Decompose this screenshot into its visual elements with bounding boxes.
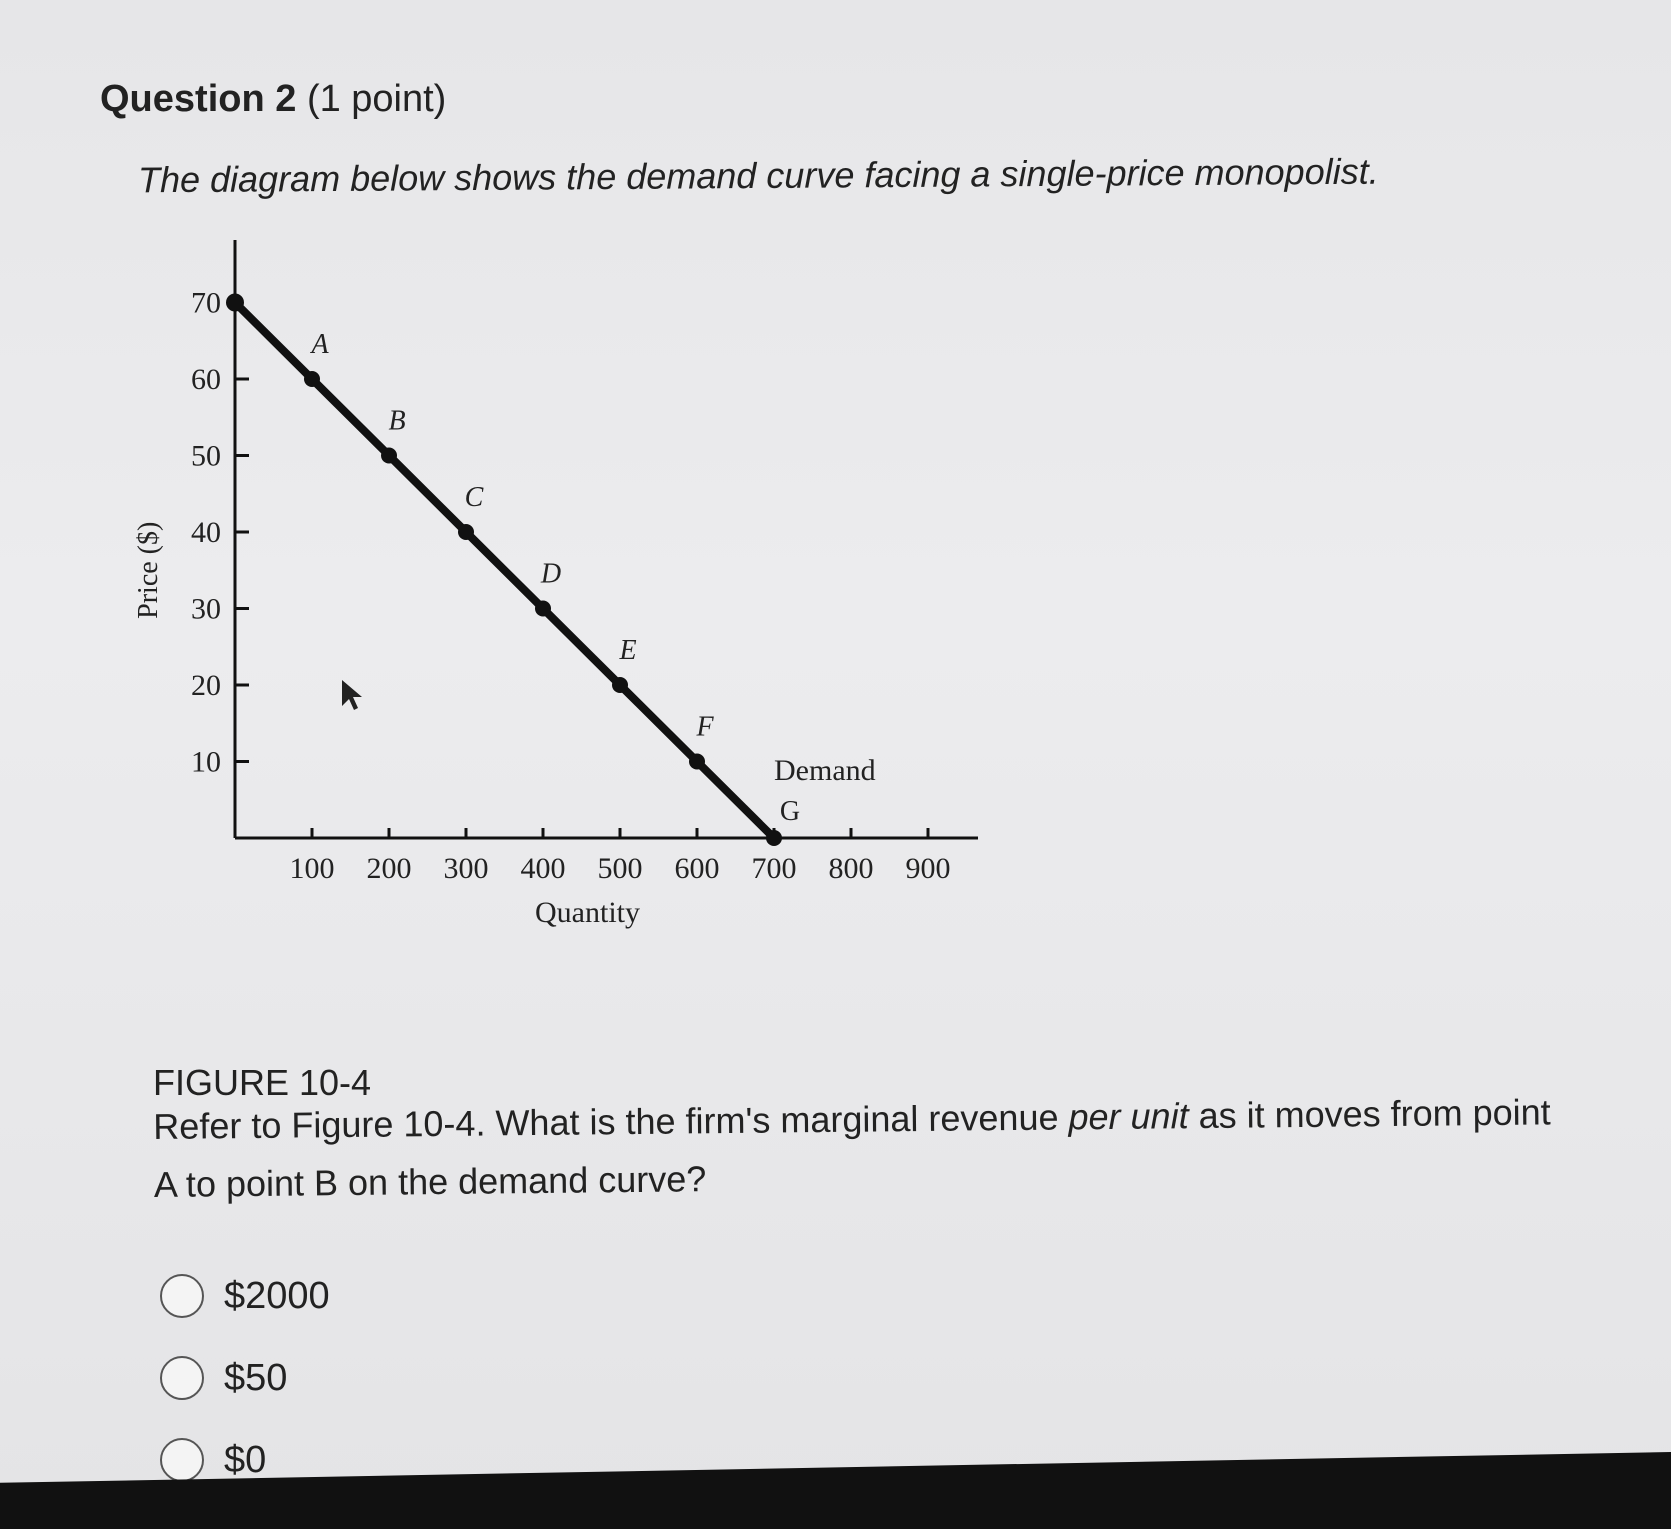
figure-label: FIGURE 10-4 — [153, 1062, 372, 1103]
y-tick-label: 20 — [191, 669, 221, 702]
x-axis-title: Quantity — [535, 896, 640, 929]
option-label: $2000 — [224, 1274, 330, 1317]
point-label: G — [779, 796, 801, 827]
data-point — [766, 830, 782, 846]
series-label-demand: Demand — [774, 754, 876, 787]
option-label: $50 — [224, 1356, 288, 1399]
question-number: Question 2 — [100, 78, 297, 120]
data-point — [381, 448, 397, 464]
x-tick-label: 300 — [443, 852, 489, 885]
question-title — [100, 78, 446, 121]
point-label: B — [388, 405, 406, 437]
x-tick-label: 500 — [597, 852, 643, 885]
y-tick-label: 50 — [191, 439, 221, 473]
question-text-end: as it moves from point A to point B on the demand curve? — [153, 1091, 1551, 1205]
option-50[interactable] — [160, 1354, 330, 1402]
point-label: C — [464, 482, 484, 513]
data-point — [226, 294, 244, 312]
point-label: F — [696, 711, 714, 743]
x-tick-label: 100 — [289, 852, 335, 885]
x-tick-label: 400 — [520, 852, 566, 885]
y-tick-label: 40 — [191, 516, 221, 549]
data-point — [535, 601, 551, 617]
data-point — [304, 371, 320, 387]
question-intro: The diagram below shows the demand curve facing a single-price monopolist. — [137, 150, 1379, 201]
question-text — [153, 1083, 1554, 1214]
data-point — [689, 754, 705, 770]
radio-button[interactable] — [160, 1274, 204, 1318]
radio-button[interactable] — [160, 1356, 204, 1400]
question-points: (1 point) — [306, 78, 447, 120]
data-point — [458, 524, 474, 540]
point-label: D — [540, 558, 562, 590]
question-text-emphasis: per unit — [1068, 1095, 1189, 1138]
point-label: A — [311, 329, 329, 360]
y-tick-label: 30 — [191, 592, 221, 626]
x-tick-label: 900 — [905, 852, 951, 885]
x-tick-label: 700 — [751, 852, 797, 885]
x-tick-label: 600 — [674, 852, 720, 885]
option-2000[interactable] — [160, 1272, 330, 1320]
y-tick-label: 60 — [191, 363, 221, 396]
y-tick-label: 10 — [191, 745, 221, 779]
y-axis-title: Price ($) — [133, 521, 164, 619]
option-label: $0 — [224, 1438, 267, 1481]
radio-button[interactable] — [160, 1438, 204, 1482]
point-label: E — [619, 635, 637, 666]
y-tick-label: 70 — [191, 286, 221, 320]
x-tick-label: 800 — [828, 852, 874, 885]
x-tick-label: 200 — [366, 852, 412, 885]
question-text-start: Refer to Figure 10-4. What is the firm's marginal revenue — [153, 1096, 1069, 1147]
option-0[interactable] — [160, 1436, 330, 1484]
mouse-cursor-icon — [342, 680, 362, 710]
data-point — [612, 677, 628, 693]
demand-chart — [130, 240, 1060, 1000]
